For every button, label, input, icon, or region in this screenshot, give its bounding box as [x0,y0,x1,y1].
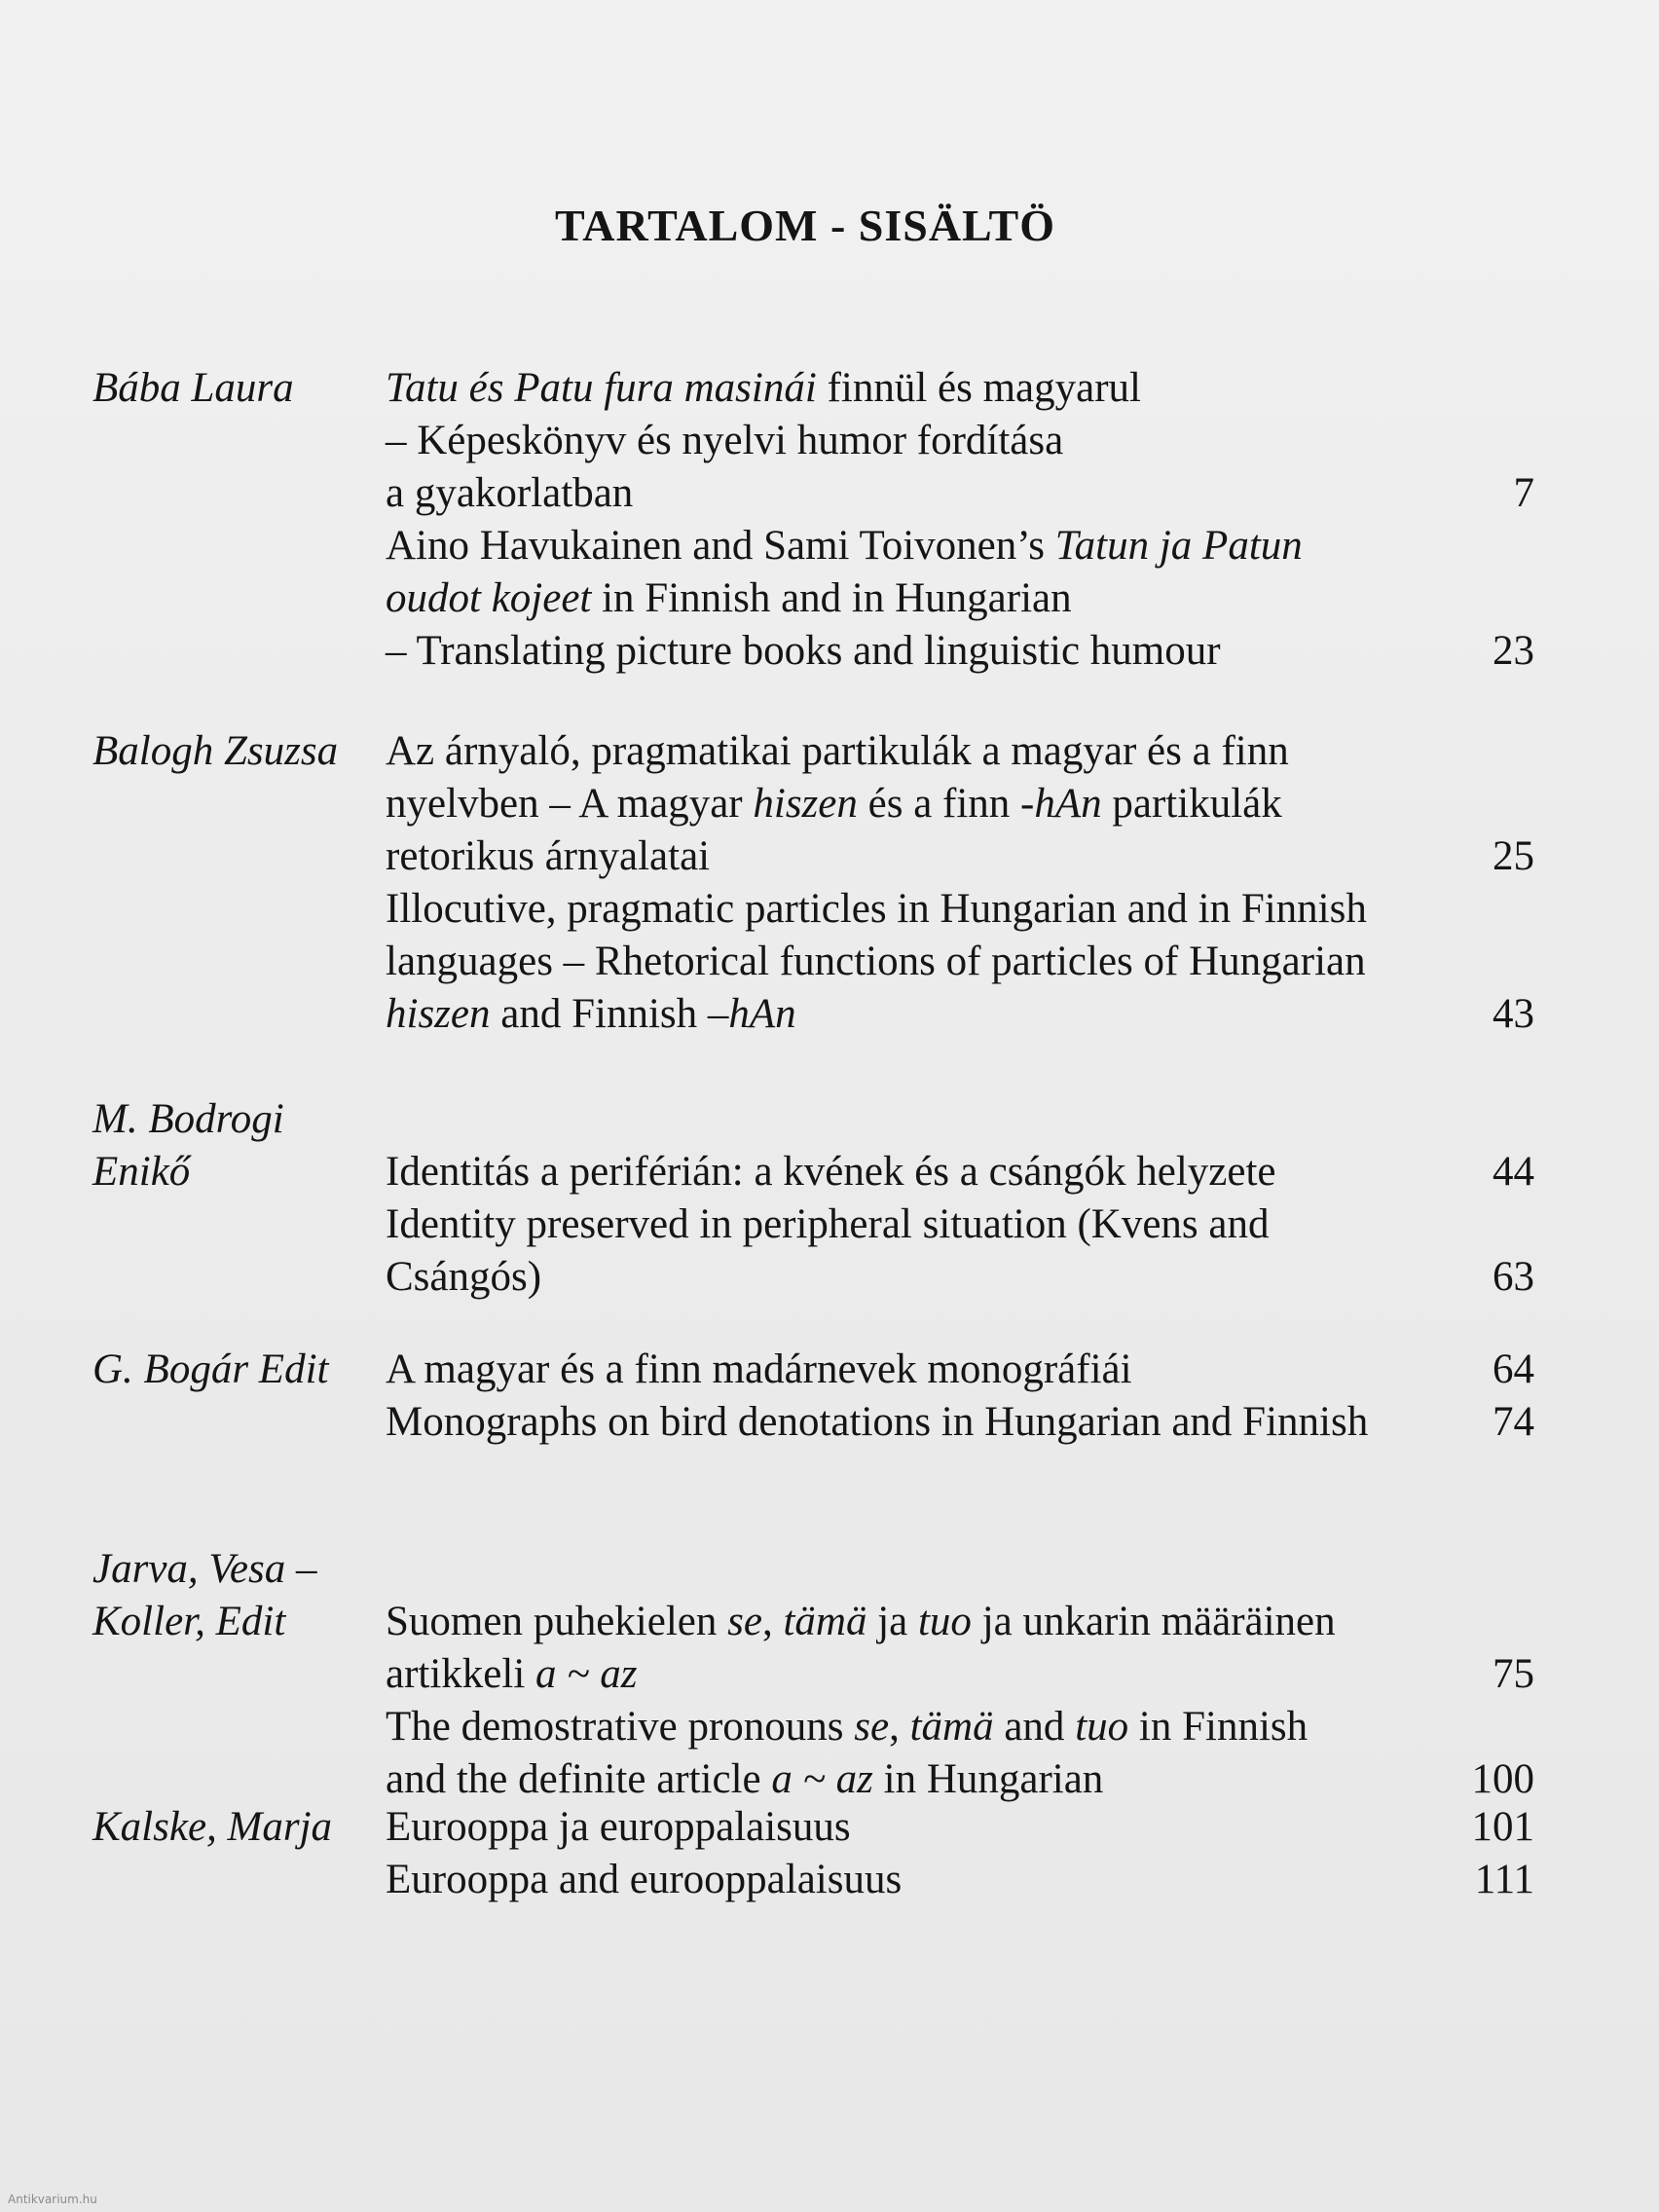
title-text [386,778,1282,830]
title-line [386,1854,1534,1906]
title-line [386,1596,1534,1648]
title-italic-fragment: se [854,1704,890,1750]
title-text [386,1648,638,1701]
title-italic-fragment: Tatun ja Patun [1054,523,1303,569]
page-number: 63 [1493,1254,1534,1300]
title-italic-fragment: hiszen [753,781,858,827]
title-fragment: and [993,1704,1076,1750]
title-fragment: finnül és magyarul [816,365,1141,411]
title-text [386,362,1141,415]
title-fragment: nyelvben – A magyar [386,781,754,827]
title-fragment: in Finnish and in Hungarian [591,575,1072,621]
title-italic-fragment: tuo [1075,1704,1129,1750]
title-fragment: and the definite article [386,1756,772,1802]
title-italic-fragment: tuo [917,1599,972,1644]
title-fragment: languages – Rhetorical functions of particles of Hungarian [386,939,1366,984]
title-fragment: in Hungarian [872,1756,1104,1802]
title-line [386,883,1534,936]
title-italic-fragment: Tatu és Patu fura masinái [386,365,817,411]
title-line [386,936,1534,988]
page-number [1476,572,1534,625]
page-number: 43 [1493,991,1534,1037]
title-fragment: a gyakorlatban [386,470,634,516]
title-line [386,1146,1534,1198]
page-number [1476,520,1534,572]
title-fragment: , [761,1599,784,1644]
page-number [1476,1596,1534,1648]
contents-heading: TARTALOM - SISÄLTÖ [555,201,1055,250]
title-italic-fragment: a ~ az [771,1756,873,1802]
title-line [386,1251,1534,1304]
author-name [92,1093,385,1198]
author-name-line: Koller, Edit [92,1599,286,1644]
page-number: 25 [1493,833,1534,879]
title-italic-fragment: –hAn [707,991,796,1037]
title-line [386,1801,1534,1854]
author-name [92,1543,385,1648]
page-number: 23 [1493,628,1534,674]
title-italic-fragment: se [727,1599,762,1644]
title-text [386,1753,1103,1806]
entry-titles [386,725,1534,1041]
title-fragment: A magyar és a finn madárnevek monográfiái [386,1346,1132,1392]
title-line [386,778,1534,830]
title-fragment: Identity preserved in peripheral situation (Kvens and [386,1201,1270,1247]
title-fragment: partikulák [1101,781,1282,827]
author-name [92,362,385,415]
entry-titles [386,1801,1534,1906]
title-fragment: in Finnish [1128,1704,1309,1750]
author-name-line: M. Bodrogi [92,1096,284,1142]
title-line [386,830,1534,883]
page-number [1476,1198,1534,1251]
title-text [386,625,1221,678]
author-name-line: Bába Laura [92,365,294,411]
title-text [386,988,796,1041]
title-text [386,1146,1276,1198]
title-italic-fragment: a ~ az [535,1651,638,1697]
title-fragment: , [889,1704,910,1750]
title-line [386,1198,1534,1251]
author-name [92,1801,385,1854]
title-line [386,1648,1534,1701]
page-number: 74 [1493,1399,1534,1445]
title-fragment: retorikus árnyalatai [386,833,711,879]
watermark: Antikvarium.hu [8,2193,97,2206]
title-fragment: ja [866,1599,918,1644]
title-text [386,1344,1132,1396]
entry-titles [386,1146,1534,1304]
title-text [386,725,1289,778]
title-line [386,988,1534,1041]
page-number: 100 [1471,1756,1534,1802]
author-name-line: Kalske, Marja [92,1804,333,1850]
page-number: 7 [1513,470,1534,516]
title-italic-fragment: tämä [909,1704,994,1750]
title-text [386,1251,541,1304]
title-italic-fragment: tämä [783,1599,867,1644]
title-italic-fragment: hiszen [386,991,491,1037]
title-text [386,1396,1368,1449]
page-number [1476,883,1534,936]
page-number: 75 [1493,1651,1534,1697]
author-name [92,725,385,778]
title-text [386,1854,902,1906]
title-fragment: – Képeskönyv és nyelvi humor fordítása [386,418,1064,463]
title-fragment: Suomen puhekielen [386,1599,728,1644]
title-line [386,362,1534,415]
title-fragment: The demostrative pronouns [386,1704,855,1750]
title-fragment: Monographs on bird denotations in Hungarian and Finnish [386,1399,1369,1445]
title-line [386,467,1534,520]
title-fragment: Eurooppa ja europpalaisuus [386,1804,851,1850]
title-fragment: Eurooppa and eurooppalaisuus [386,1857,903,1902]
title-fragment: Aino Havukainen and Sami Toivonen’s [386,523,1055,569]
title-text [386,1198,1270,1251]
page-number: 111 [1474,1857,1534,1902]
page-number [1476,362,1534,415]
title-text [386,1801,851,1854]
entry-titles [386,1596,1534,1806]
title-text [386,883,1367,936]
title-fragment: Csángós) [386,1254,542,1300]
title-line [386,1396,1534,1449]
title-line [386,1701,1534,1753]
page-number [1476,415,1534,467]
page-number: 44 [1493,1149,1534,1195]
page-number [1476,936,1534,988]
title-fragment: and Finnish [490,991,708,1037]
title-text [386,1701,1308,1753]
title-text [386,572,1072,625]
author-name-line: Enikő [92,1149,191,1195]
entry-titles [386,362,1534,678]
title-fragment: artikkeli [386,1651,536,1697]
author-name-line: Balogh Zsuzsa [92,728,339,774]
title-line [386,1344,1534,1396]
title-line [386,1753,1534,1806]
title-fragment: Identitás a periférián: a kvének és a csángók helyzete [386,1149,1276,1195]
title-line [386,520,1534,572]
title-text [386,415,1063,467]
title-italic-fragment: oudot kojeet [386,575,592,621]
title-line [386,572,1534,625]
title-fragment: Illocutive, pragmatic particles in Hungarian and in Finnish [386,886,1367,932]
title-line [386,415,1534,467]
title-fragment: Az árnyaló, pragmatikai partikulák a magyar és a finn [386,728,1289,774]
page-number: 64 [1493,1346,1534,1392]
author-name [92,1344,385,1396]
title-fragment: ja unkarin määräinen [971,1599,1336,1644]
title-fragment: és a finn [857,781,1021,827]
title-fragment: – Translating picture books and linguistic humour [386,628,1221,674]
title-line [386,625,1534,678]
author-name-line: Jarva, Vesa – [92,1546,317,1592]
page-number [1476,1701,1534,1753]
title-text [386,467,633,520]
page-number [1476,725,1534,778]
author-name-line: G. Bogár Edit [92,1346,329,1392]
title-text [386,520,1303,572]
entry-titles [386,1344,1534,1449]
title-text [386,830,710,883]
title-text [386,1596,1336,1648]
title-text [386,936,1366,988]
page-number [1476,778,1534,830]
page-number: 101 [1471,1804,1534,1850]
title-italic-fragment: -hAn [1020,781,1102,827]
title-line [386,725,1534,778]
